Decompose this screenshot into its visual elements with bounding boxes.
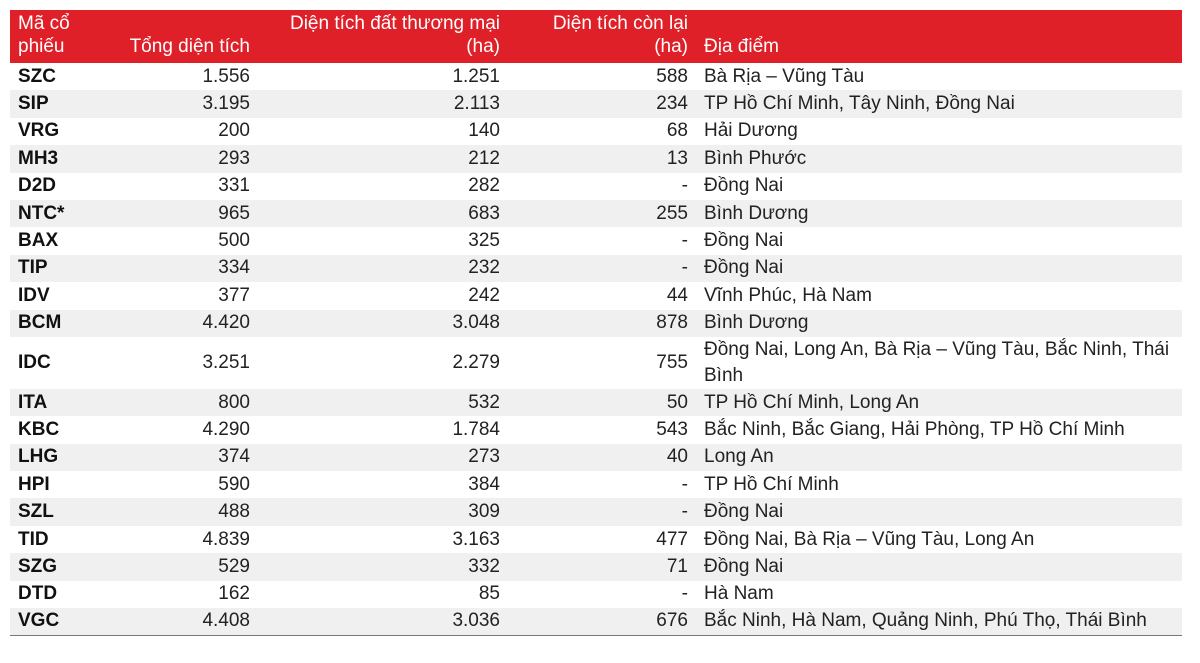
cell-commercial-area: 384 xyxy=(258,471,508,498)
table-row xyxy=(10,471,1182,498)
cell-location: Bà Rịa – Vũng Tàu xyxy=(696,63,1182,90)
cell-commercial-area: 309 xyxy=(258,498,508,525)
table-row xyxy=(10,337,1182,389)
table-row xyxy=(10,173,1182,200)
header-commercial-area: Diện tích đất thương mại (ha) xyxy=(258,10,508,63)
cell-commercial-area: 325 xyxy=(258,227,508,254)
cell-location: TP Hồ Chí Minh, Tây Ninh, Đồng Nai xyxy=(696,90,1182,117)
cell-remaining-area: - xyxy=(508,173,696,200)
cell-location: Đồng Nai xyxy=(696,553,1182,580)
cell-commercial-area: 1.784 xyxy=(258,416,508,443)
table-row xyxy=(10,200,1182,227)
cell-remaining-area: 13 xyxy=(508,145,696,172)
cell-remaining-area: 50 xyxy=(508,389,696,416)
header-row xyxy=(10,10,1182,63)
cell-total-area: 200 xyxy=(110,118,258,145)
cell-stock-code: TID xyxy=(10,526,110,553)
cell-total-area: 4.290 xyxy=(110,416,258,443)
cell-remaining-area: 755 xyxy=(508,337,696,389)
cell-commercial-area: 3.048 xyxy=(258,310,508,337)
cell-commercial-area: 532 xyxy=(258,389,508,416)
cell-total-area: 4.420 xyxy=(110,310,258,337)
cell-total-area: 377 xyxy=(110,282,258,309)
table-row xyxy=(10,310,1182,337)
table-row xyxy=(10,553,1182,580)
table-row xyxy=(10,581,1182,608)
table-row xyxy=(10,608,1182,635)
cell-location: Bình Phước xyxy=(696,145,1182,172)
cell-stock-code: VGC xyxy=(10,608,110,635)
cell-remaining-area: 234 xyxy=(508,90,696,117)
cell-commercial-area: 282 xyxy=(258,173,508,200)
table-body xyxy=(10,63,1182,635)
cell-remaining-area: 255 xyxy=(508,200,696,227)
cell-stock-code: VRG xyxy=(10,118,110,145)
cell-remaining-area: - xyxy=(508,498,696,525)
cell-total-area: 590 xyxy=(110,471,258,498)
cell-remaining-area: 676 xyxy=(508,608,696,635)
cell-stock-code: SZL xyxy=(10,498,110,525)
header-location: Địa điểm xyxy=(696,10,1182,63)
cell-total-area: 374 xyxy=(110,444,258,471)
cell-total-area: 3.251 xyxy=(110,337,258,389)
cell-commercial-area: 212 xyxy=(258,145,508,172)
cell-location: Vĩnh Phúc, Hà Nam xyxy=(696,282,1182,309)
cell-total-area: 4.408 xyxy=(110,608,258,635)
table-row xyxy=(10,145,1182,172)
cell-location: TP Hồ Chí Minh, Long An xyxy=(696,389,1182,416)
cell-remaining-area: - xyxy=(508,227,696,254)
table-row xyxy=(10,389,1182,416)
table-header xyxy=(10,10,1182,63)
cell-remaining-area: 878 xyxy=(508,310,696,337)
cell-commercial-area: 332 xyxy=(258,553,508,580)
cell-total-area: 4.839 xyxy=(110,526,258,553)
table-row xyxy=(10,63,1182,90)
cell-total-area: 3.195 xyxy=(110,90,258,117)
cell-location: Đồng Nai xyxy=(696,498,1182,525)
cell-stock-code: DTD xyxy=(10,581,110,608)
cell-commercial-area: 683 xyxy=(258,200,508,227)
cell-stock-code: SZG xyxy=(10,553,110,580)
cell-location: Hải Dương xyxy=(696,118,1182,145)
cell-total-area: 162 xyxy=(110,581,258,608)
cell-location: Long An xyxy=(696,444,1182,471)
cell-stock-code: NTC* xyxy=(10,200,110,227)
cell-remaining-area: 40 xyxy=(508,444,696,471)
cell-commercial-area: 232 xyxy=(258,255,508,282)
cell-stock-code: ITA xyxy=(10,389,110,416)
cell-location: Bình Dương xyxy=(696,310,1182,337)
cell-total-area: 800 xyxy=(110,389,258,416)
cell-total-area: 1.556 xyxy=(110,63,258,90)
cell-remaining-area: 68 xyxy=(508,118,696,145)
table-row xyxy=(10,282,1182,309)
cell-location: Đồng Nai, Bà Rịa – Vũng Tàu, Long An xyxy=(696,526,1182,553)
cell-total-area: 334 xyxy=(110,255,258,282)
cell-location: Đồng Nai xyxy=(696,255,1182,282)
table-row xyxy=(10,227,1182,254)
table-row xyxy=(10,118,1182,145)
table-row xyxy=(10,255,1182,282)
cell-stock-code: KBC xyxy=(10,416,110,443)
cell-stock-code: TIP xyxy=(10,255,110,282)
cell-commercial-area: 85 xyxy=(258,581,508,608)
cell-commercial-area: 140 xyxy=(258,118,508,145)
cell-commercial-area: 3.163 xyxy=(258,526,508,553)
cell-remaining-area: - xyxy=(508,255,696,282)
cell-commercial-area: 242 xyxy=(258,282,508,309)
table-row xyxy=(10,416,1182,443)
cell-commercial-area: 1.251 xyxy=(258,63,508,90)
cell-stock-code: D2D xyxy=(10,173,110,200)
cell-stock-code: MH3 xyxy=(10,145,110,172)
cell-commercial-area: 2.279 xyxy=(258,337,508,389)
cell-total-area: 488 xyxy=(110,498,258,525)
table-row xyxy=(10,526,1182,553)
industrial-land-table xyxy=(10,10,1182,636)
header-stock-code: Mã cổ phiếu xyxy=(10,10,110,63)
cell-remaining-area: 44 xyxy=(508,282,696,309)
cell-remaining-area: - xyxy=(508,581,696,608)
cell-stock-code: LHG xyxy=(10,444,110,471)
cell-total-area: 529 xyxy=(110,553,258,580)
cell-stock-code: SIP xyxy=(10,90,110,117)
cell-location: Đồng Nai, Long An, Bà Rịa – Vũng Tàu, Bắc Ninh, Thái Bình xyxy=(696,337,1182,389)
industrial-park-table-container xyxy=(10,10,1182,636)
cell-remaining-area: 588 xyxy=(508,63,696,90)
cell-location: Bắc Ninh, Hà Nam, Quảng Ninh, Phú Thọ, Thái Bình xyxy=(696,608,1182,635)
cell-location: Đồng Nai xyxy=(696,173,1182,200)
cell-remaining-area: - xyxy=(508,471,696,498)
cell-location: Hà Nam xyxy=(696,581,1182,608)
cell-stock-code: BCM xyxy=(10,310,110,337)
cell-remaining-area: 543 xyxy=(508,416,696,443)
cell-stock-code: IDV xyxy=(10,282,110,309)
cell-commercial-area: 3.036 xyxy=(258,608,508,635)
header-total-area: Tổng diện tích xyxy=(110,10,258,63)
table-row xyxy=(10,90,1182,117)
cell-location: TP Hồ Chí Minh xyxy=(696,471,1182,498)
cell-remaining-area: 477 xyxy=(508,526,696,553)
cell-total-area: 293 xyxy=(110,145,258,172)
cell-commercial-area: 2.113 xyxy=(258,90,508,117)
cell-remaining-area: 71 xyxy=(508,553,696,580)
cell-location: Đồng Nai xyxy=(696,227,1182,254)
cell-total-area: 965 xyxy=(110,200,258,227)
header-remaining-area: Diện tích còn lại (ha) xyxy=(508,10,696,63)
cell-stock-code: SZC xyxy=(10,63,110,90)
table-row xyxy=(10,444,1182,471)
cell-commercial-area: 273 xyxy=(258,444,508,471)
cell-total-area: 500 xyxy=(110,227,258,254)
cell-location: Bắc Ninh, Bắc Giang, Hải Phòng, TP Hồ Chí Minh xyxy=(696,416,1182,443)
cell-stock-code: HPI xyxy=(10,471,110,498)
cell-location: Bình Dương xyxy=(696,200,1182,227)
cell-total-area: 331 xyxy=(110,173,258,200)
table-row xyxy=(10,498,1182,525)
cell-stock-code: IDC xyxy=(10,337,110,389)
cell-stock-code: BAX xyxy=(10,227,110,254)
